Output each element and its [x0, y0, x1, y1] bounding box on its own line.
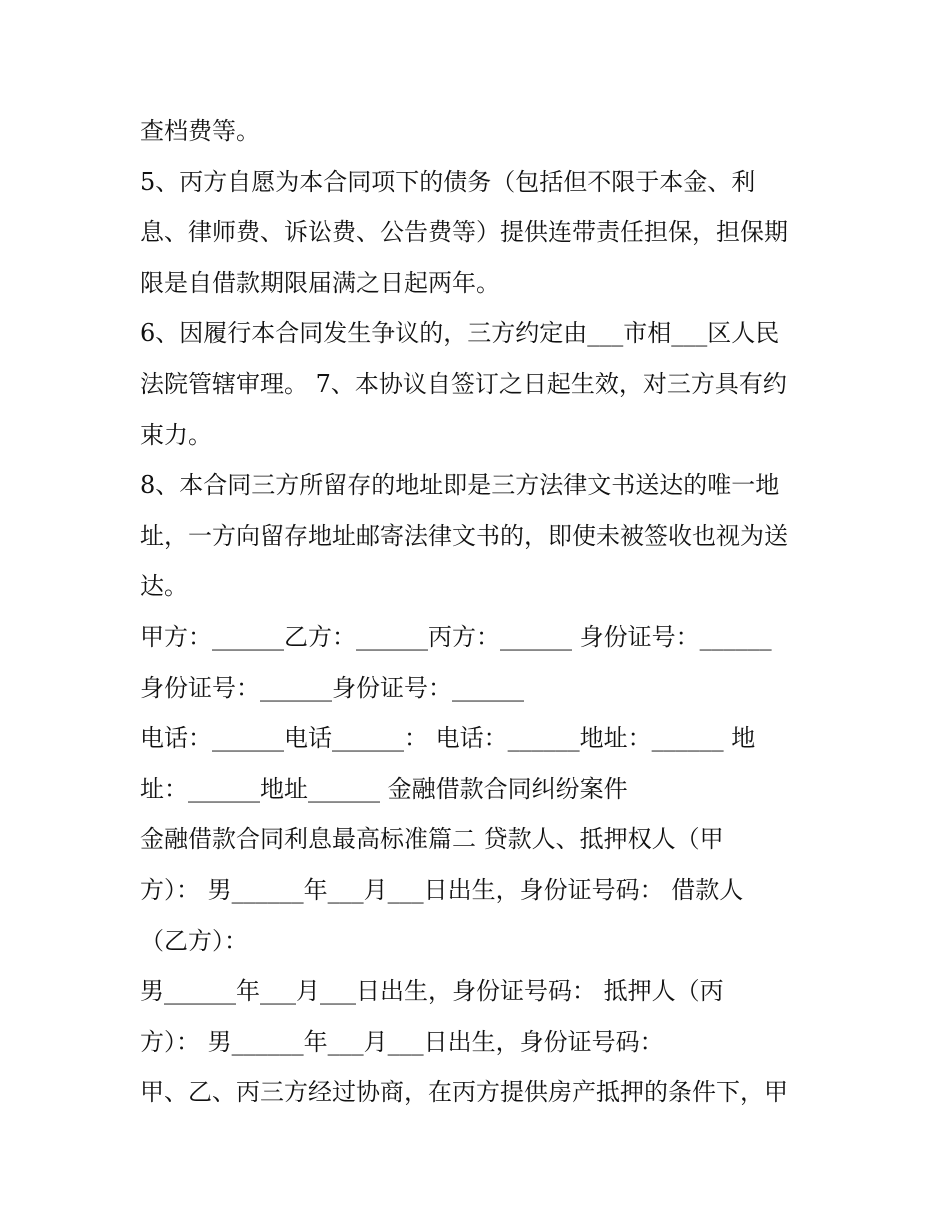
text-line: 达。 — [140, 572, 188, 601]
text-line: 址，一方向留存地址邮寄法律文书的，即使未被签收也视为送 — [140, 521, 788, 550]
text-line: （乙方）： — [140, 926, 248, 955]
text-line: 5、丙方自愿为本合同项下的债务（包括但不限于本金、利 — [140, 167, 756, 196]
text-line: 限是自借款期限届满之日起两年。 — [140, 268, 500, 297]
text-line: 息、律师费、诉讼费、公告费等）提供连带责任担保，担保期 — [140, 218, 788, 247]
text-line: 身份证号：______身份证号：______ — [140, 673, 524, 702]
text-line: 6、因履行本合同发生争议的，三方约定由___市相___区人民 — [140, 319, 780, 348]
text-line: 束力。 — [140, 420, 212, 449]
text-line: 址：______地址______ 金融借款合同纠纷案件 — [140, 774, 628, 803]
contract-text — [140, 106, 830, 1118]
text-line: 方）： 男______年___月___日出生，身份证号码： — [140, 1027, 664, 1056]
text-line: 甲方：______乙方：______丙方：______ 身份证号：______ — [140, 622, 772, 651]
text-line: 方）： 男______年___月___日出生，身份证号码： 借款人 — [140, 875, 744, 904]
text-line: 甲、乙、丙三方经过协商，在丙方提供房产抵押的条件下，甲 — [140, 1078, 788, 1107]
text-line: 男______年___月___日出生，身份证号码： 抵押人（丙 — [140, 977, 724, 1006]
text-line: 金融借款合同利息最高标准篇二 贷款人、抵押权人（甲 — [140, 825, 724, 854]
text-line: 电话：______电话______： 电话：______地址：______ 地 — [140, 724, 756, 753]
text-line: 法院管辖审理。 7、本协议自签订之日起生效，对三方具有约 — [140, 369, 787, 398]
text-line: 8、本合同三方所留存的地址即是三方法律文书送达的唯一地 — [140, 471, 780, 500]
text-line: 查档费等。 — [140, 117, 260, 145]
